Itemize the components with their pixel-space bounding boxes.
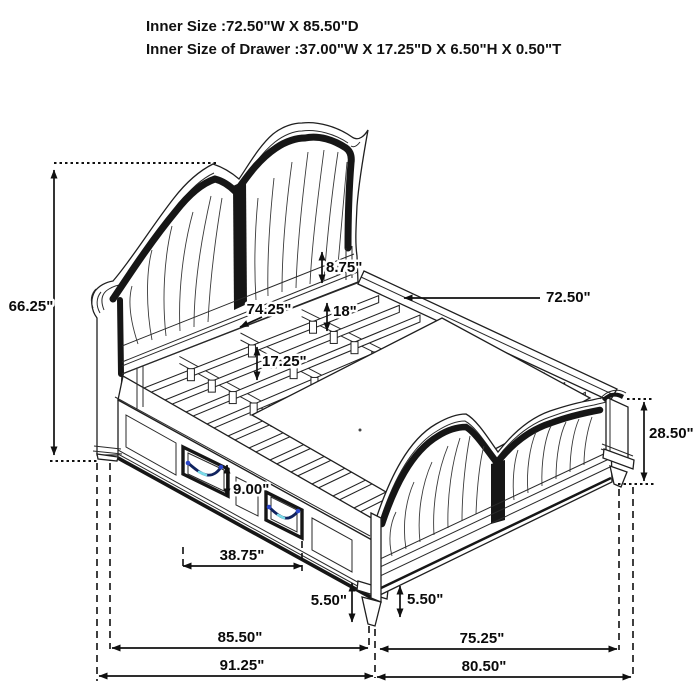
slat-support-block <box>187 369 194 381</box>
dim-slat-spacing: 17.25" <box>262 352 307 370</box>
dim-footboard-overall-width: 80.50" <box>461 657 507 675</box>
dim-footboard-inner-width: 75.25" <box>459 629 505 647</box>
dim-headboard-height: 66.25" <box>8 297 54 315</box>
dim-slat-inner-width: 74.25" <box>246 300 292 318</box>
slat-support-block <box>248 345 255 357</box>
slat-support-block <box>229 392 236 404</box>
dim-drawer-front-height: 9.00" <box>233 480 270 498</box>
headboard-center-divider <box>233 180 247 310</box>
footboard-center-divider <box>491 460 505 524</box>
slat-support-block <box>208 380 215 392</box>
dim-footboard-height: 28.50" <box>649 424 694 442</box>
dim-slat-section: 18" <box>333 302 357 320</box>
dim-drawer-section-width: 38.75" <box>219 546 265 564</box>
dim-front-leg-height: 5.50" <box>310 591 347 609</box>
slat-support-block <box>310 321 317 333</box>
inner-size-text: Inner Size :72.50"W X 85.50"D <box>146 18 359 35</box>
dim-side-rail-length: 72.50" <box>546 288 591 306</box>
dim-side-inner-length: 85.50" <box>217 628 263 646</box>
dim-side-overall-length: 91.25" <box>219 656 265 674</box>
drawer-inner-size-text: Inner Size of Drawer :37.00"W X 17.25"D X 6.50"H X 0.50"T <box>146 41 562 58</box>
dim-footboard-leg-height: 5.50" <box>407 590 444 608</box>
slat-support-block <box>330 331 337 343</box>
dim-headboard-rail-gap: 8.75" <box>326 258 363 276</box>
slat-support-block <box>351 342 358 354</box>
